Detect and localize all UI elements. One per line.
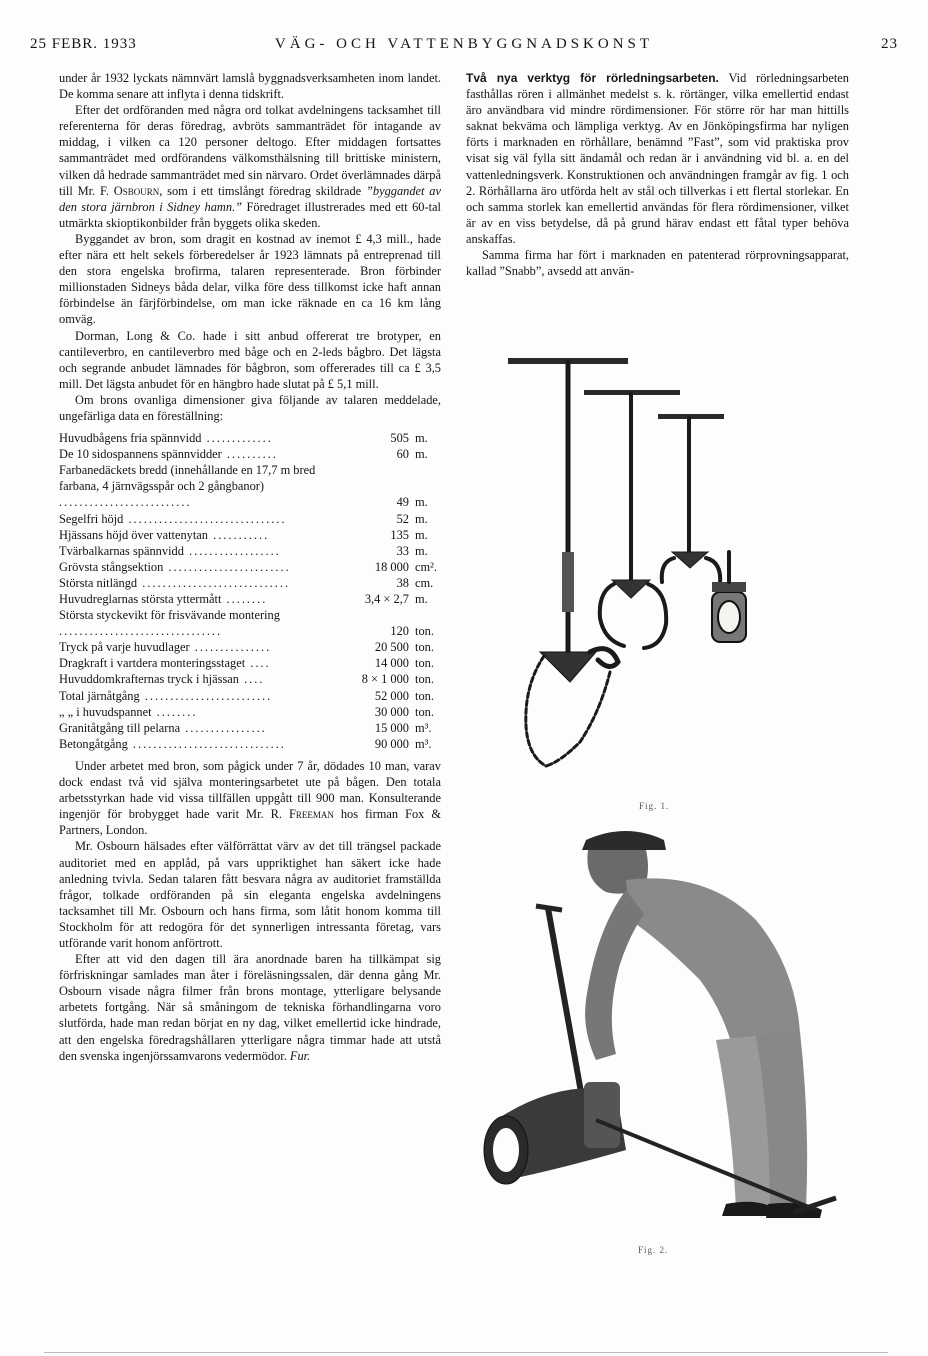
row-value: 49 <box>396 495 409 510</box>
table-row <box>59 446 441 462</box>
row-label: Betongåtgång .............................. <box>59 736 286 751</box>
pipe-holder-small <box>658 414 746 642</box>
table-row <box>59 559 441 575</box>
row-unit: m. <box>415 527 428 542</box>
row-unit: cm. <box>415 575 434 590</box>
table-row <box>59 704 441 720</box>
row-value: 8 × 1 000 <box>361 672 409 687</box>
row-label: Dragkraft i vartdera monteringsstaget .... <box>59 656 271 671</box>
row-label: Granitåtgång till pelarna ................ <box>59 720 267 735</box>
paragraph: under år 1932 lyckats nämnvärt lamslå byggnadsverksamheten inom landet. De komma senare att inflyta i denna tidskrift. <box>59 71 441 102</box>
row-value: 14 000 <box>374 656 409 671</box>
table-row <box>59 639 441 655</box>
bottom-rule <box>44 1352 888 1353</box>
table-row <box>59 575 441 591</box>
row-label: Tvärbalkarnas spännvidd .................. <box>59 543 281 558</box>
paragraph: Byggandet av bron, som dragit en kostnad av inemot £ 4,3 mill., hade efter nära ett helt sekels förberedelser år 1923 lämnats på entreprenad till den stora engelska brofirma, talaren representerade. Bron förbinder millionstaden Sidneys båda delar, vilka före dess tillkomst icke haft annan förbindelse än färjförbindelse, om man icke räknade en ca 16 km lång omväg. <box>59 231 441 327</box>
issue-date: 25 FEBR. 1933 <box>30 36 137 52</box>
table-row <box>59 607 441 639</box>
figure-1-pipe-holders <box>500 352 790 792</box>
row-unit: ton. <box>415 656 434 671</box>
row-unit: ton. <box>415 640 434 655</box>
figure-1-caption: Fig. 1. <box>639 801 670 811</box>
running-header <box>30 36 898 58</box>
paragraph: Efter det ordföranden med några ord tolkat avdelningens tacksamhet till referenterna för deras föredrag, avbröts sammanträdet för intagande av middag, i vilken ca 120 personer deltogo. Efter middagen fortsattes sammanträdet med ordförandens välkomsthälsning till brittiske ministern, vilken då hedrade sammanträdet med sin närvaro. Ordet överlämnades därpå till Mr. F. Osbourn, som i ett timslångt föredrag skildrade ”byggandet av den stora järnbron i Sidney hamn.” Föredraget illustrerades med ett 60-tal utmärkta skioptikonbilder från byggets olika skeden. <box>59 103 441 230</box>
row-value: 52 000 <box>374 688 409 703</box>
row-unit: ton. <box>415 704 434 719</box>
row-unit: ton. <box>415 624 434 639</box>
row-label: Huvuddomkrafternas tryck i hjässan .... <box>59 672 265 687</box>
row-unit: ton. <box>415 688 434 703</box>
pipe-holder-large <box>508 358 628 766</box>
row-value: 90 000 <box>374 736 409 751</box>
row-label: „ „ i huvudspannet ........ <box>59 704 198 719</box>
row-value: 30 000 <box>374 704 409 719</box>
pipe-holder-medium <box>584 390 680 648</box>
row-label: Total järnåtgång ......................... <box>59 688 273 703</box>
row-unit: m. <box>415 543 428 558</box>
table-row <box>59 591 441 607</box>
row-value: 20 500 <box>374 640 409 655</box>
row-value: 505 <box>390 431 409 446</box>
table-row <box>59 655 441 671</box>
row-value: 3,4 × 2,7 <box>364 592 409 606</box>
row-label: Segelfri höjd ............................... <box>59 511 287 526</box>
paragraph: Två nya verktyg för rörledningsarbeten. Vid rörledningsarbeten fasthållas rören i allmänhet medelst s. k. rörtänger, vilka emellertid endast äro användbara vid mindre rördimensioner. För större rör har man hittills saknat bekväma och lämpliga verktyg. Av en Jönköpingsfirma har nyligen förts i marknaden en rörhållare, benämnd ”Fast”, som vid praktiska prov visat sig väl fylla sitt ändamål och redan är i användning vid bl. a. en del vattenledningsverk. Konstruktionen och användningen framgår av fig. 1 och 2. Rörhållarna äro utförda helt av stål och tillverkas i ett flertal storlekar. En och samma storlek kan emellertid användas för flera rördimensioner, vilket är av en viss betydelse, då på grund härav endast ett fåtal typer behöva anskaffas. <box>466 71 849 246</box>
row-value: 18 000 <box>374 559 409 574</box>
row-unit: m. <box>415 431 428 446</box>
table-row <box>59 688 441 704</box>
row-value: 38 <box>396 575 409 590</box>
paragraph: Samma firma har fört i marknaden en patenterad rörprovningsapparat, kallad ”Snabb”, avsedd att använ- <box>466 248 849 279</box>
row-unit: ton. <box>415 672 434 687</box>
row-value: 52 <box>396 511 409 526</box>
paragraph: Om brons ovanliga dimensioner giva följande av talaren meddelade, ungefärliga data en föreställning: <box>59 392 441 423</box>
lecture-title: ”byggandet av den stora järnbron i Sidney hamn.” <box>59 183 441 214</box>
engineer-name: R. Freeman <box>270 807 334 822</box>
left-column <box>59 70 441 1064</box>
table-row <box>59 511 441 527</box>
page-number: 23 <box>881 36 898 52</box>
row-label: Största styckevikt för frisvävande montering ................................ <box>59 608 280 639</box>
row-value: 15 000 <box>374 720 409 735</box>
row-value: 33 <box>396 543 409 558</box>
table-row <box>59 671 441 687</box>
figure-2-caption: Fig. 2. <box>638 1245 669 1255</box>
table-row <box>59 462 441 510</box>
figure-2-worker-photo <box>476 820 846 1225</box>
table-row <box>59 543 441 559</box>
paragraph: Mr. Osbourn hälsades efter välförrättat värv av det till trängsel packade auditoriet med en applåd, på vars uppriktighet han säkert icke hade anledning tvivla. Sedan talaren fått besvara några av auditoriet framställda frågor, tolkade ordföranden på sin eleganta engelska avdelningens tacksamhet till Mr. Osbourn och hans firma, som låtit honom komma till Stockholm för att redogöra för det synnerligen intressanta företag, vars utförande varit honom anförtrott. <box>59 839 441 950</box>
row-label: Huvudbågens fria spännvidd ............. <box>59 431 273 446</box>
journal-title: VÄG- OCH VATTENBYGGNADSKONST <box>274 36 654 52</box>
signature: Fur. <box>289 1048 311 1063</box>
row-label: Farbanedäckets bredd (innehållande en 17,7 m bred farbana, 4 järnvägsspår och 2 gångbanor) .......................... <box>59 463 316 510</box>
row-unit: m. <box>415 495 428 510</box>
row-unit: m³. <box>415 736 432 751</box>
table-row <box>59 527 441 543</box>
row-label: Största nitlängd ............................. <box>59 575 291 590</box>
row-label: Hjässans höjd över vattenytan ........... <box>59 527 270 542</box>
row-label: De 10 sidospannens spännvidder .......... <box>59 447 278 462</box>
bridge-data-table <box>59 430 441 752</box>
article-heading: Två nya verktyg för rörledningsarbeten. <box>466 71 719 85</box>
row-unit: cm². <box>415 559 437 574</box>
row-unit: m. <box>415 511 428 526</box>
right-column <box>466 70 849 279</box>
speaker-name: Osbourn <box>113 183 160 198</box>
paragraph: Under arbetet med bron, som pågick under 7 år, dödades 10 man, varav dock endast två vid själva monteringsarbetet ute på bågen. Den totala arbetsstyrkan hade vid vissa tillfällen uppgått till 900 man. Konsulterande ingenjör för brobygget hade varit Mr. R. Freeman hos firman Fox & Partners, London. <box>59 758 441 838</box>
row-value: 60 <box>396 447 409 462</box>
table-row <box>59 720 441 736</box>
paragraph: Dorman, Long & Co. hade i sitt anbud offererat tre brotyper, en cantileverbro, en cantileverbro med båge och en 2-leds bågbro. Det lägsta och segrande anbudet lämnades för bågbron, som offererades till ca £ 3,5 mill. Det lägsta anbudet för en hängbro hade slutat på £ 5,1 mill. <box>59 328 441 391</box>
row-unit: m. <box>415 592 428 606</box>
row-value: 135 <box>390 527 409 542</box>
row-label: Huvudreglarnas största yttermått ........ <box>59 592 268 606</box>
paragraph: Efter att vid den dagen till ära anordnade baren ha tillkämpat sig förfriskningar samlades man åter i föreläsningssalen, där denna gång Mr. Osbourn visade några filmer från brons montage, ytterligare belysande arbetets fortgång. När så småningom de tekniska förhandlingarna voro slutförda, hade man redan börjat en ny dag, vilket emellertid icke hindrade, att den engelska föredragshållaren ytterligare några timmar hade att utstå den svenska ingenjörssamvarons vedermödor. Fur. <box>59 952 441 1063</box>
row-value: 120 <box>390 624 409 639</box>
row-unit: m. <box>415 447 428 462</box>
row-label: Grövsta stångsektion ........................ <box>59 559 291 574</box>
row-label: Tryck på varje huvudlager ............... <box>59 640 272 655</box>
table-row <box>59 736 441 752</box>
table-row <box>59 430 441 446</box>
row-unit: m³. <box>415 720 432 735</box>
